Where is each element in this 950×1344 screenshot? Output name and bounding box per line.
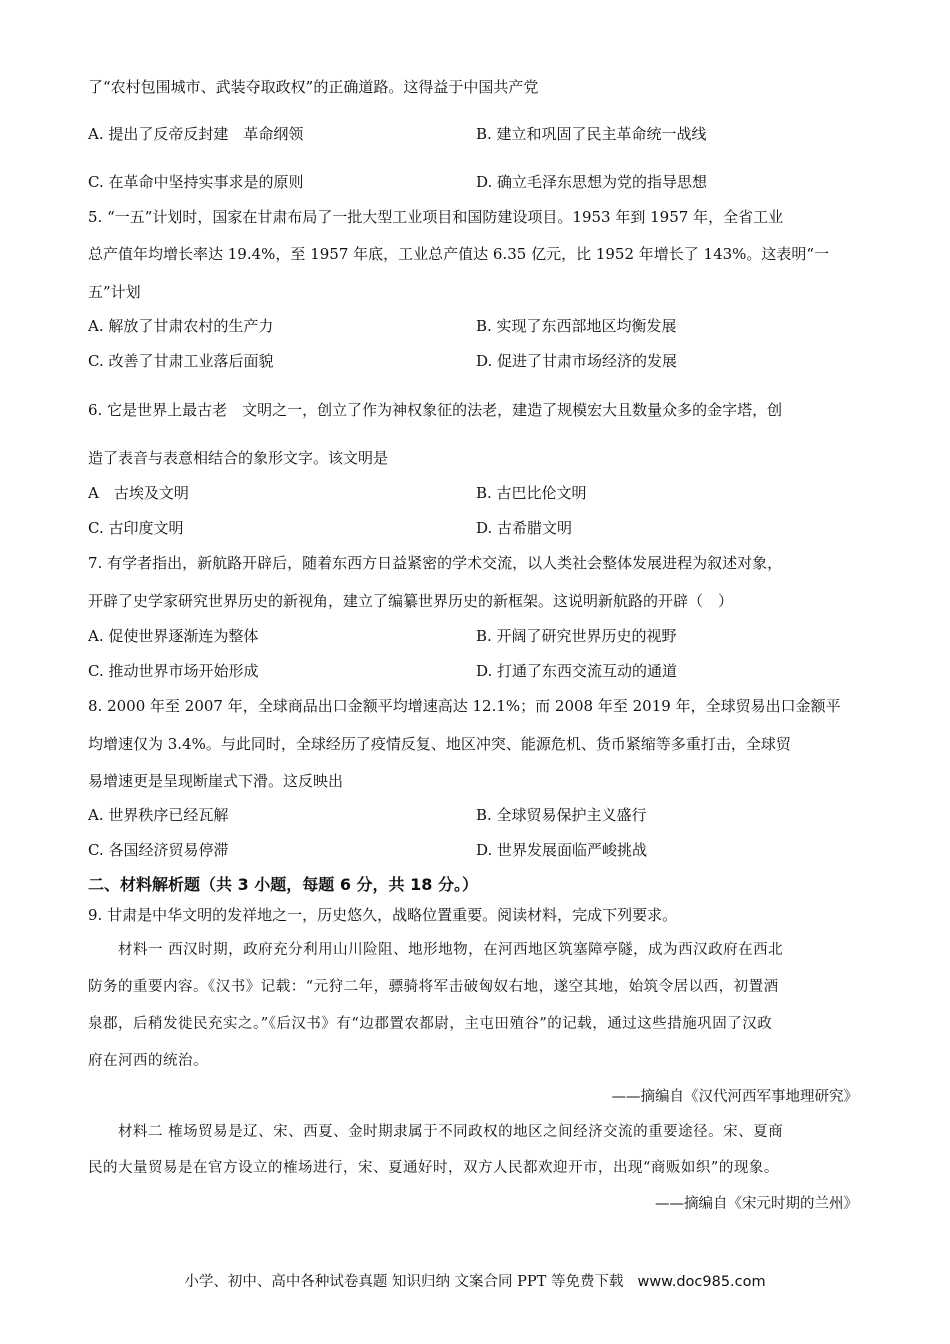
q7-option-c: C. 推动世界市场开始形成	[88, 662, 259, 680]
q4-option-a: A. 提出了反帝反封建 革命纲领	[88, 125, 304, 143]
q9-material1-line-3: 泉郡，后稍发徙民充实之。”《后汉书》有“边郡置农都尉，主屯田殖谷”的记载，通过这些措施巩固了汉政	[88, 1016, 773, 1032]
q6-option-a: A 古埃及文明	[88, 484, 189, 502]
q4-option-c: C. 在革命中坚持实事求是的原则	[88, 173, 304, 191]
q9-material2-line-1: 材料二 榷场贸易是辽、宋、西夏、金时期隶属于不同政权的地区之间经济交流的重要途径。宋、夏商	[118, 1124, 784, 1140]
q5-stem-line-3: 五”计划	[88, 283, 141, 301]
q4-option-d: D. 确立毛泽东思想为党的指导思想	[476, 173, 708, 191]
q7-stem-line-2: 开辟了史学家研究世界历史的新视角，建立了编纂世界历史的新框架。这说明新航路的开辟（ ）	[88, 592, 734, 610]
q6-option-d: D. 古希腊文明	[476, 519, 573, 537]
q6-option-b: B. 古巴比伦文明	[476, 484, 587, 502]
q6-stem-line-2: 造了表音与表意相结合的象形文字。该文明是	[88, 449, 389, 467]
q5-stem-line-2: 总产值年均增长率达 19.4%，至 1957 年底，工业总产值达 6.35 亿元，比 1952 年增长了 143%。这表明“一	[88, 245, 830, 263]
q8-option-a: A. 世界秩序已经瓦解	[88, 806, 229, 824]
q8-option-c: C. 各国经济贸易停滞	[88, 841, 229, 859]
q4-option-b: B. 建立和巩固了民主革命统一战线	[476, 125, 707, 143]
page-footer	[0, 1270, 950, 1291]
section-heading: 二、材料解析题（共 3 小题，每题 6 分，共 18 分。）	[88, 875, 478, 894]
q9-material1-line-4: 府在河西的统治。	[88, 1053, 208, 1069]
q7-option-b: B. 开阔了研究世界历史的视野	[476, 627, 677, 645]
q8-option-b: B. 全球贸易保护主义盛行	[476, 806, 647, 824]
q6-option-c: C. 古印度文明	[88, 519, 184, 537]
q6-stem-line-1: 6. 它是世界上最古老 文明之一，创立了作为神权象征的法老，建造了规模宏大且数量众多的金字塔，创	[88, 401, 783, 419]
q7-option-a: A. 促使世界逐渐连为整体	[88, 627, 259, 645]
q5-stem-line-1: 5. “一五”计划时，国家在甘肃布局了一批大型工业项目和国防建设项目。1953 年到 1957 年，全省工业	[88, 208, 784, 226]
q9-material1-line-1: 材料一 西汉时期，政府充分利用山川险阻、地形地物，在河西地区筑塞障亭隧，成为西汉政府在西北	[118, 942, 784, 958]
q8-option-d: D. 世界发展面临严峻挑战	[476, 841, 648, 859]
q9-source2: ——摘编自《宋元时期的兰州》	[655, 1196, 858, 1212]
q7-stem-line-1: 7. 有学者指出，新航路开辟后，随着东西方日益紧密的学术交流，以人类社会整体发展进程为叙述对象，	[88, 554, 783, 572]
q9-source1: ——摘编自《汉代河西军事地理研究》	[611, 1089, 858, 1105]
q4-stem-tail: 了“农村包围城市、武装夺取政权”的正确道路。这得益于中国共产党	[88, 78, 539, 96]
q9-material1-line-2: 防务的重要内容。《汉书》记载：“元狩二年，骠骑将军击破匈奴右地，遂空其地，始筑令居以西，初置酒	[88, 979, 779, 995]
q8-stem-line-2: 均增速仅为 3.4%。与此同时，全球经历了疫情反复、地区冲突、能源危机、货币紧缩等多重打击，全球贸	[88, 735, 791, 753]
q7-option-d: D. 打通了东西交流互动的通道	[476, 662, 678, 680]
footer-text: 小学、初中、高中各种试卷真题 知识归纳 文案合同 PPT 等免费下载	[184, 1274, 624, 1290]
q5-option-c: C. 改善了甘肃工业落后面貌	[88, 352, 274, 370]
footer-link[interactable]: www.doc985.com	[637, 1274, 766, 1290]
q8-stem-line-1: 8. 2000 年至 2007 年，全球商品出口金额平均增速高达 12.1%；而 2008 年至 2019 年，全球贸易出口金额平	[88, 697, 841, 715]
q5-option-b: B. 实现了东西部地区均衡发展	[476, 317, 677, 335]
q8-stem-line-3: 易增速更是呈现断崖式下滑。这反映出	[88, 772, 344, 790]
q5-option-d: D. 促进了甘肃市场经济的发展	[476, 352, 678, 370]
q9-stem: 9. 甘肃是中华文明的发祥地之一，历史悠久，战略位置重要。阅读材料，完成下列要求。	[88, 906, 678, 924]
q9-material2-line-2: 民的大量贸易是在官方设立的榷场进行，宋、夏通好时，双方人民都欢迎开市，出现“商贩如织”的现象。	[88, 1160, 779, 1176]
q5-option-a: A. 解放了甘肃农村的生产力	[88, 317, 274, 335]
